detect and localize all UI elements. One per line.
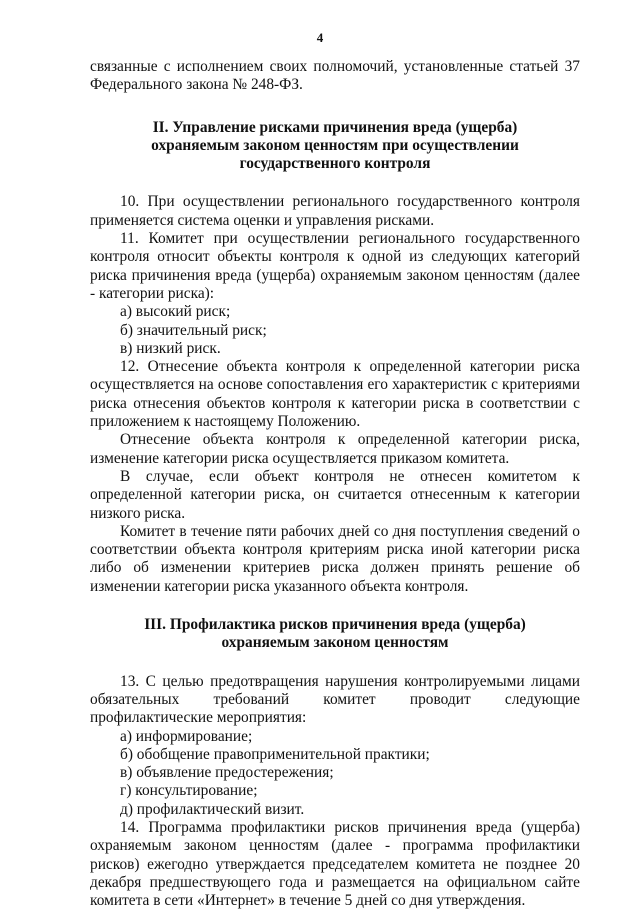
section-2-heading-line: государственного контроля xyxy=(239,155,431,173)
section-2-heading xyxy=(90,119,580,174)
paragraph-11: 11. Комитет при осуществлении регионального государственного контроля относит объекты контроля к одной из следующих категорий риска причинения вреда (ущерба) охраняемым законом ценностям (далее - категории риска): xyxy=(90,230,580,302)
paragraph-12: 12. Отнесение объекта контроля к определенной категории риска осуществляется на основе сопоставления его характеристик с критериями риска отнесения объектов контроля к категории риска в соответствии с приложением к настоящему Положению. xyxy=(90,358,580,431)
prevention-list-item: д) профилактический визит. xyxy=(120,800,305,818)
paragraph-12-part-4: Комитет в течение пяти рабочих дней со дня поступления сведений о соответствии объекта контроля критериям риска иной категории риска либо об изменении критериев риска должен принять решение об изменении категории риска указанного объекта контроля. xyxy=(90,522,580,595)
prevention-list-item: г) консультирование; xyxy=(120,782,258,800)
section-3-heading-line: охраняемым законом ценностям xyxy=(221,634,449,652)
risk-list-item: б) значительный риск; xyxy=(120,321,267,339)
prevention-list-item: а) информирование; xyxy=(120,727,253,745)
intro-paragraph: связанные с исполнением своих полномочий, установленные статьей 37 Федерального закона № 248-ФЗ. xyxy=(90,58,580,94)
paragraph-14: 14. Программа профилактики рисков причинения вреда (ущерба) охраняемым законом ценностям (далее - программа профилактики рисков) ежегодно утверждается председателем комитета не позднее 20 декабря предшествующего года и размещается на официальном сайте комитета в сети «Интернет» в течение 5 дней со дня утверждения. xyxy=(90,818,580,910)
section-2-heading-line: охраняемым законом ценностям при осуществлении xyxy=(151,136,519,154)
paragraph-12-part-3: В случае, если объект контроля не отнесен комитетом к определенной категории риска, он считается отнесенным к категории низкого риска. xyxy=(90,467,580,522)
paragraph-13: 13. С целью предотвращения нарушения контролируемыми лицами обязательных требований комитет проводит следующие профилактические мероприятия: xyxy=(90,672,580,727)
document-body xyxy=(90,58,580,910)
prevention-list-item: в) объявление предостережения; xyxy=(120,764,334,782)
paragraph-12-part-2: Отнесение объекта контроля к определенной категории риска, изменение категории риска осуществляется приказом комитета. xyxy=(90,431,580,467)
prevention-list-item: б) обобщение правоприменительной практики; xyxy=(120,745,430,763)
paragraph-10: 10. При осуществлении регионального государственного контроля применяется система оценки и управления рисками. xyxy=(90,193,580,229)
section-3-heading xyxy=(90,616,580,653)
risk-list-item: в) низкий риск. xyxy=(120,339,221,357)
section-2-heading-line: II. Управление рисками причинения вреда (ущерба) xyxy=(152,118,518,136)
risk-list-item: а) высокий риск; xyxy=(120,303,231,321)
section-3-heading-line: III. Профилактика рисков причинения вреда (ущерба) xyxy=(144,616,526,634)
page-number: 4 xyxy=(316,30,324,45)
